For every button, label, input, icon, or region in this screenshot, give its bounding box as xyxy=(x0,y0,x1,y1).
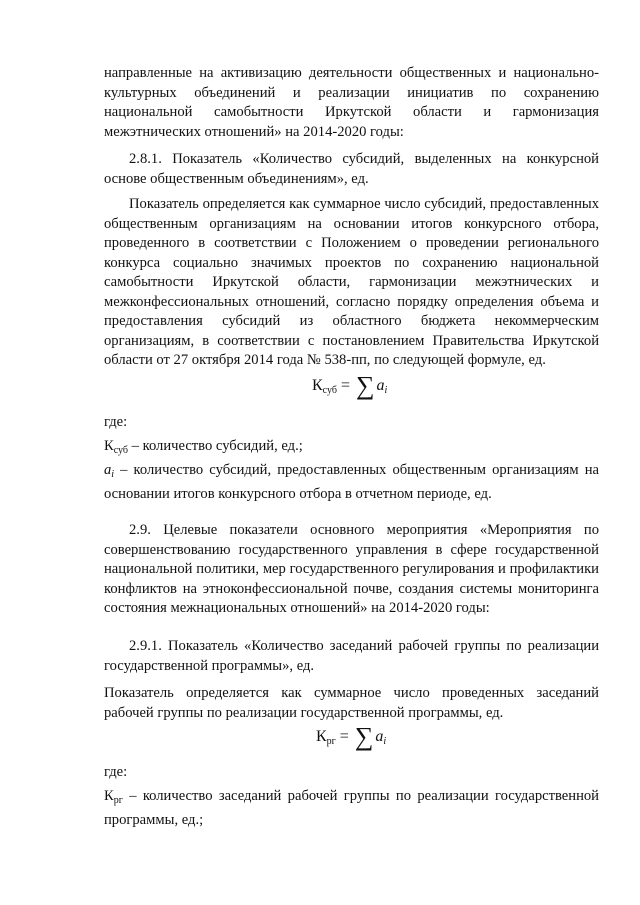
section-2-9: 2.9. Целевые показатели основного мероприятия «Мероприятия по совершенствованию государственного управления в сфере государственной национальной политики, мер государственного регулирования и профилактики конфликтов на этноконфессиональной почве, создания системы мониторинга состояния межнациональных отношений» на 2014-2020 годы: xyxy=(104,522,599,616)
section-2-8-1-title: 2.8.1. Показатель «Количество субсидий, выделенных на конкурсной основе общественным объединениям», ед. xyxy=(104,151,599,187)
krg-def-subscript: рг xyxy=(113,795,123,806)
formula-krg-var: a xyxy=(375,728,384,745)
formula-ksub-equals: = xyxy=(340,377,350,394)
formula-ksub-subscript: суб xyxy=(322,385,337,396)
ksub-definition xyxy=(104,437,599,461)
ai-def-var-sub: i xyxy=(111,469,115,480)
formula-ksub-symbol: К xyxy=(312,377,323,394)
krg-def-text: – количество заседаний рабочей группы по реализации государственной программы, ед.; xyxy=(104,788,599,828)
where-label-2: где: xyxy=(104,764,128,780)
krg-definition xyxy=(104,787,599,830)
formula-krg-symbol: К xyxy=(316,728,327,745)
formula-ksub xyxy=(312,371,387,401)
formula-krg-sum: ∑ xyxy=(354,722,374,751)
section-2-9-1-body: Показатель определяется как суммарное число проведенных заседаний рабочей группы по реализации государственной программы, ед. xyxy=(104,685,599,721)
section-2-8-1-body: Показатель определяется как суммарное число субсидий, предоставленных общественным организациям на основании итогов конкурсного отбора, проведенного в соответствии с Положением о проведении регионального конкурса социально значимых проектов по сохранению национальной самобытности Иркутской области, гармонизации межэтнических и межконфессиональных отношений, согласно порядку определения объема и предоставления субсидий из областного бюджета некоммерческим организациям, в соответствии с постановлением Правительства Иркутской области от 27 октября 2014 года № 538-пп, по следующей формуле, ед. xyxy=(104,196,599,368)
formula-ksub-var: a xyxy=(376,377,385,394)
ksub-def-text: – количество субсидий, ед.; xyxy=(131,438,303,454)
ai-def-text: – количество субсидий, предоставленных общественным организациям на основании итогов конкурсного отбора в отчетном периоде, ед. xyxy=(104,462,599,502)
where-label-1: где: xyxy=(104,414,128,430)
ksub-def-subscript: суб xyxy=(113,445,128,456)
ksub-def-symbol: К xyxy=(104,438,114,454)
formula-krg-subscript: рг xyxy=(326,736,336,747)
formula-krg-equals: = xyxy=(339,728,349,745)
intro-paragraph: направленные на активизацию деятельности общественных и национально-культурных объединений и реализации инициатив по сохранению национальной самобытности Иркутской области и гармонизация межэтнических отношений» на 2014-2020 годы: xyxy=(104,65,599,140)
krg-def-symbol: К xyxy=(104,788,114,804)
formula-ksub-var-sub: i xyxy=(384,385,388,396)
ai-definition xyxy=(104,461,599,504)
formula-krg-var-sub: i xyxy=(383,736,387,747)
formula-ksub-sum: ∑ xyxy=(355,371,375,400)
formula-krg xyxy=(316,722,386,752)
section-2-9-1-title: 2.9.1. Показатель «Количество заседаний рабочей группы по реализации государственной программы», ед. xyxy=(104,638,599,674)
ai-def-var: a xyxy=(104,462,112,478)
